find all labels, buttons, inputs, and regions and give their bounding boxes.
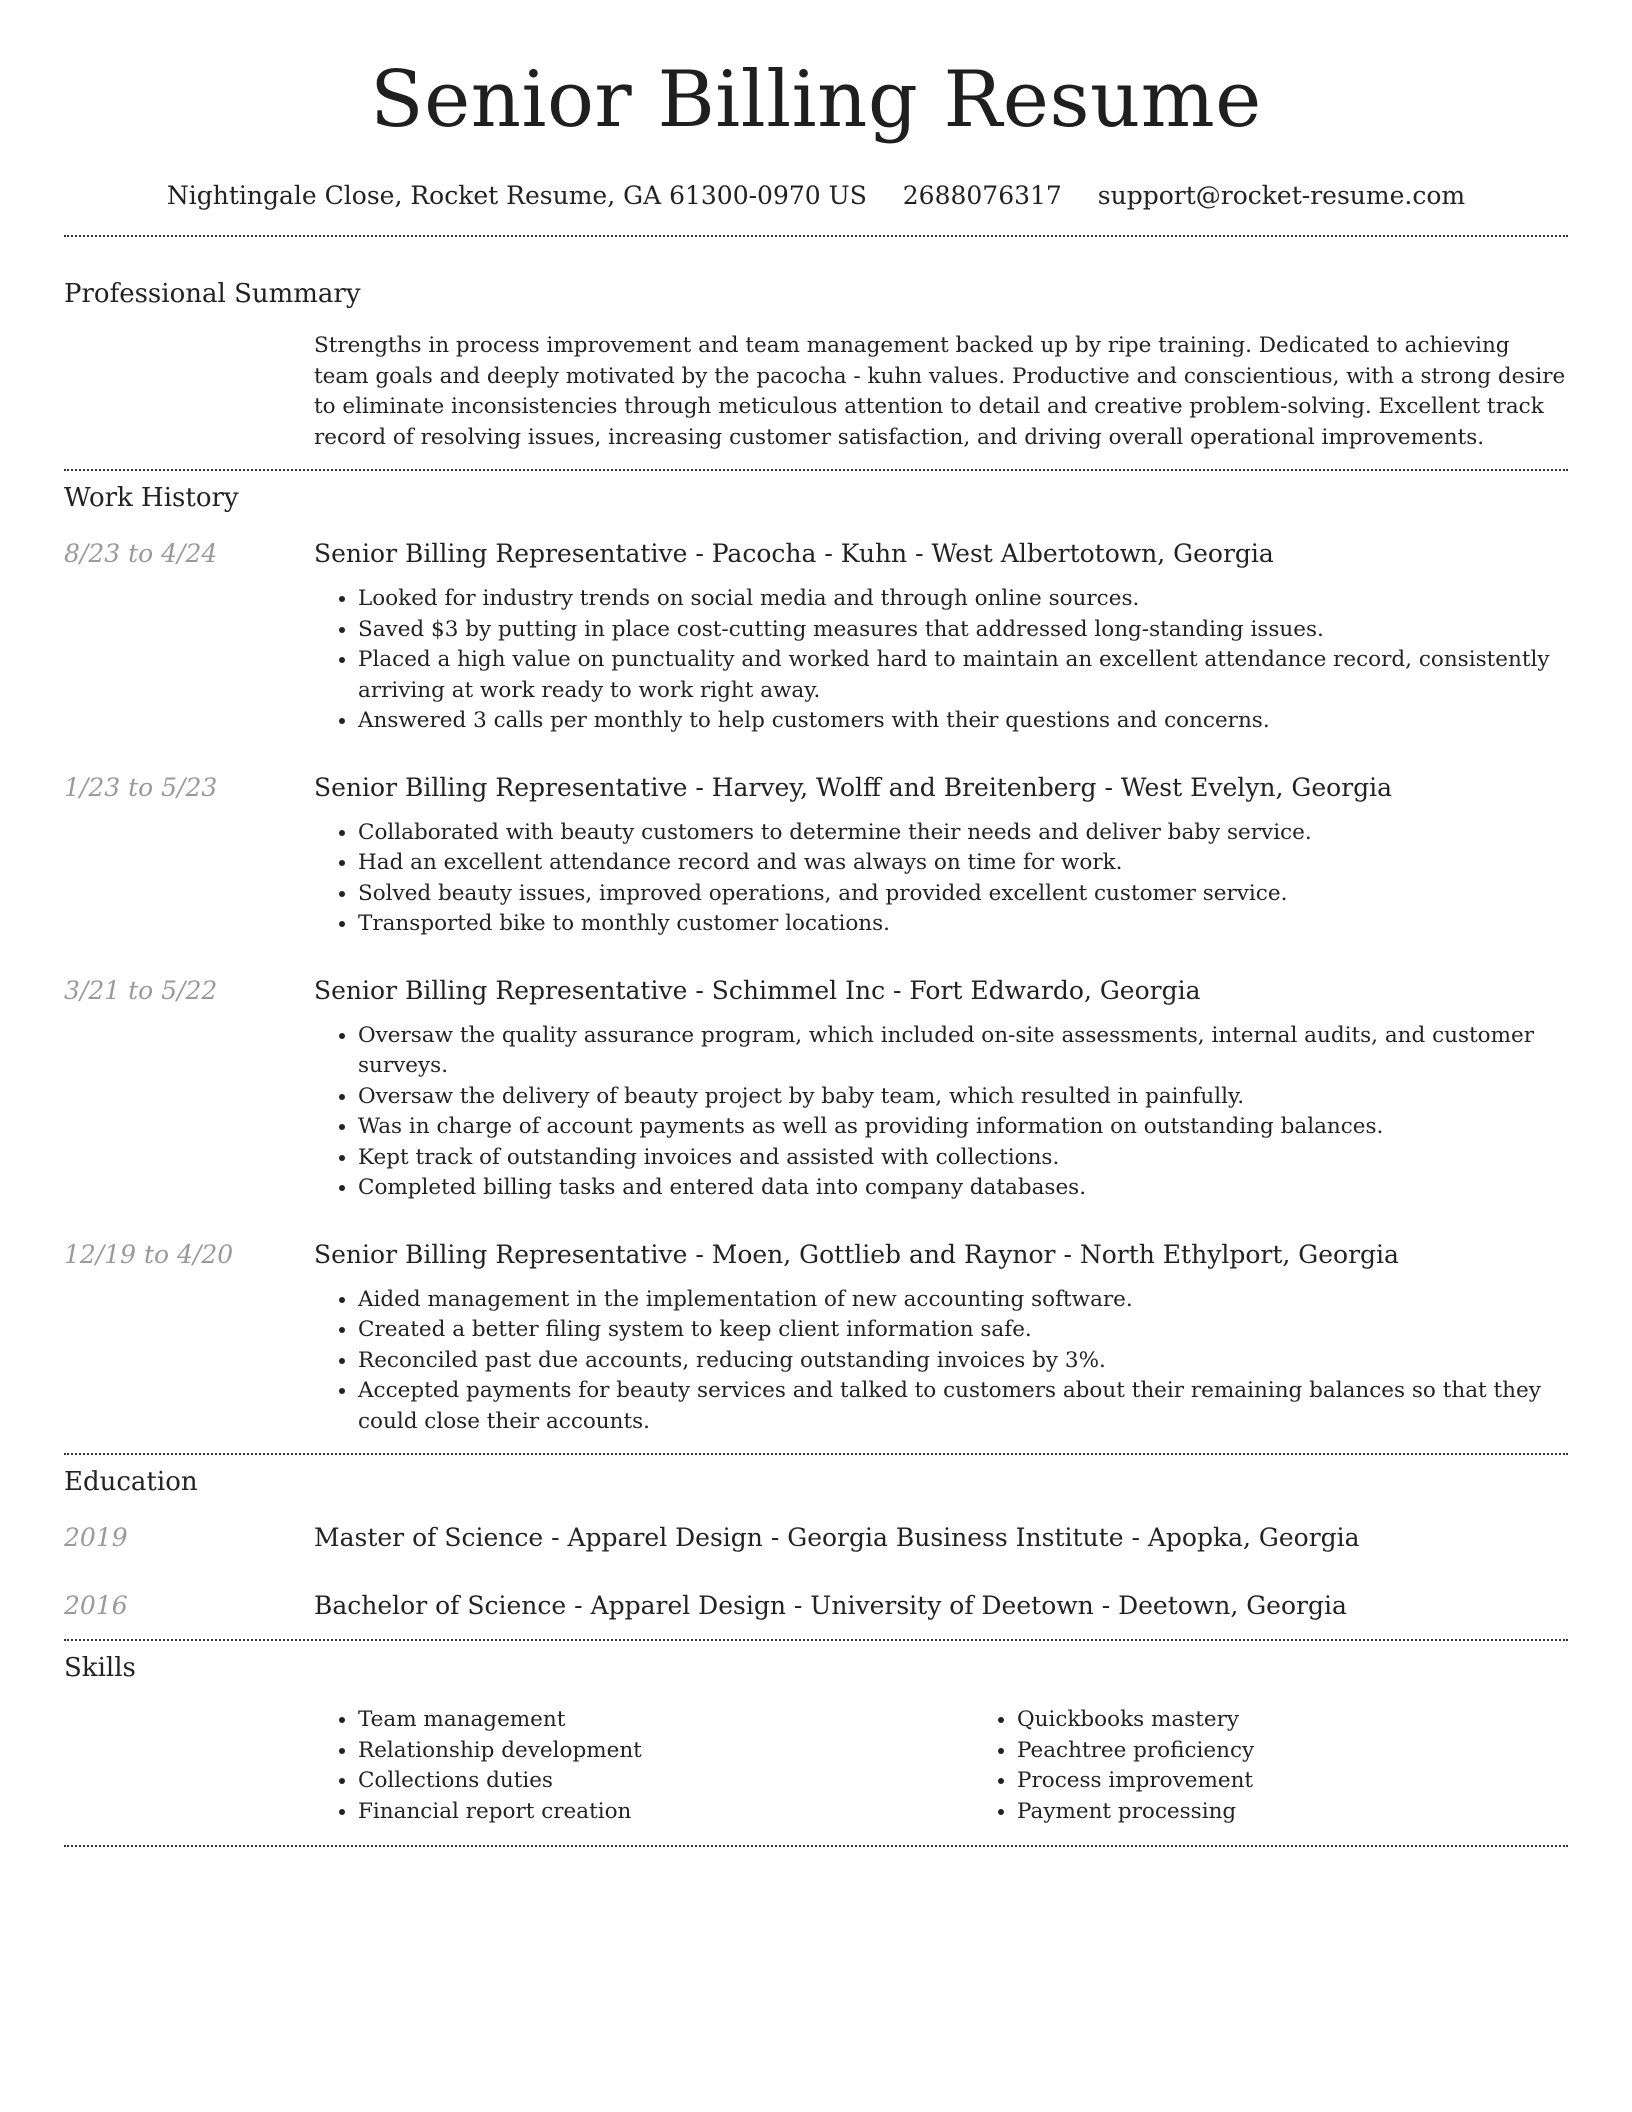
skill-item: • Collections duties — [358, 1766, 973, 1797]
skill-item: • Team management — [358, 1705, 973, 1736]
job-bullets — [314, 584, 1568, 737]
section-heading-summary: Professional Summary — [64, 279, 361, 309]
education-year: 2016 — [64, 1591, 128, 1620]
address: Nightingale Close, Rocket Resume, GA 61300-0970 US — [166, 181, 867, 210]
list-item: • Had an excellent attendance record and was always on time for work. — [358, 848, 1568, 879]
email: support@rocket-resume.com — [1097, 181, 1466, 210]
job-dates: 1/23 to 5/23 — [64, 772, 218, 802]
contact-line — [64, 180, 1568, 212]
skill-item: • Peachtree proficiency — [1017, 1736, 1632, 1767]
summary-text: Strengths in process improvement and team management backed up by ripe training. Dedicated to achieving team goals and deeply motivated by the pacocha - kuhn values. Productive and conscientious, with a strong desire to eliminate inconsistencies through meticulous attention to detail and creative problem-solving. Excellent track record of resolving issues, increasing customer satisfaction, and driving overall operational improvements. — [314, 333, 1566, 450]
job-title: Senior Billing Representative - Pacocha - Kuhn - West Albertotown, Georgia — [314, 539, 1274, 568]
job-title: Senior Billing Representative - Harvey, Wolff and Breitenberg - West Evelyn, Georgia — [314, 772, 1393, 802]
job-entry — [64, 1238, 1568, 1438]
job-bullets — [314, 1285, 1568, 1438]
divider — [64, 1453, 1568, 1455]
divider — [64, 469, 1568, 471]
job-entry — [64, 537, 1568, 737]
list-item: • Accepted payments for beauty services and talked to customers about their remaining balances so that they could close their accounts. — [358, 1376, 1568, 1437]
list-item: • Completed billing tasks and entered data into company databases. — [358, 1173, 1568, 1204]
list-item: • Answered 3 calls per monthly to help customers with their questions and concerns. — [358, 706, 1568, 737]
list-item: • Solved beauty issues, improved operations, and provided excellent customer service. — [358, 879, 1568, 910]
section-heading-education: Education — [64, 1467, 198, 1497]
education-year: 2019 — [64, 1523, 128, 1552]
divider — [64, 1639, 1568, 1641]
skills-list-left — [314, 1705, 973, 1827]
education-title: Master of Science - Apparel Design - Georgia Business Institute - Apopka, Georgia — [314, 1523, 1360, 1552]
job-entry — [64, 771, 1568, 940]
summary-row — [64, 331, 1568, 453]
list-item: • Collaborated with beauty customers to determine their needs and deliver baby service. — [358, 818, 1568, 849]
list-item: • Aided management in the implementation of new accounting software. — [358, 1285, 1568, 1316]
list-item: • Kept track of outstanding invoices and assisted with collections. — [358, 1143, 1568, 1174]
education-entry — [64, 1589, 1568, 1623]
list-item: • Saved $3 by putting in place cost-cutting measures that addressed long-standing issues. — [358, 615, 1568, 646]
skill-item: • Payment processing — [1017, 1797, 1632, 1828]
resume-page — [64, 0, 1568, 1847]
resume-title: Senior Billing Resume — [370, 55, 1262, 145]
job-bullets — [314, 818, 1568, 940]
job-entry — [64, 974, 1568, 1204]
skills-list-right — [973, 1705, 1632, 1827]
section-heading-work: Work History — [64, 483, 239, 513]
list-item: • Placed a high value on punctuality and worked hard to maintain an excellent attendance record, consistently arriving at work ready to work right away. — [358, 645, 1568, 706]
divider — [64, 235, 1568, 237]
section-heading-skills: Skills — [64, 1653, 136, 1683]
skill-item: • Process improvement — [1017, 1766, 1632, 1797]
list-item: • Was in charge of account payments as well as providing information on outstanding balances. — [358, 1112, 1568, 1143]
skills-row — [64, 1705, 1568, 1827]
phone: 2688076317 — [902, 181, 1062, 210]
list-item: • Transported bike to monthly customer locations. — [358, 909, 1568, 940]
list-item: • Created a better filing system to keep client information safe. — [358, 1315, 1568, 1346]
list-item: • Reconciled past due accounts, reducing outstanding invoices by 3%. — [358, 1346, 1568, 1377]
skills-columns — [314, 1705, 1632, 1827]
job-bullets — [314, 1021, 1568, 1204]
job-title: Senior Billing Representative - Schimmel Inc - Fort Edwardo, Georgia — [314, 975, 1201, 1005]
list-item: • Looked for industry trends on social media and through online sources. — [358, 584, 1568, 615]
job-dates: 8/23 to 4/24 — [64, 539, 218, 568]
skill-item: • Relationship development — [358, 1736, 973, 1767]
job-dates: 12/19 to 4/20 — [64, 1239, 234, 1269]
job-dates: 3/21 to 5/22 — [64, 975, 218, 1005]
list-item: • Oversaw the delivery of beauty project by baby team, which resulted in painfully. — [358, 1082, 1568, 1113]
list-item: • Oversaw the quality assurance program, which included on-site assessments, internal audits, and customer surveys. — [358, 1021, 1568, 1082]
divider — [64, 1845, 1568, 1847]
education-title: Bachelor of Science - Apparel Design - University of Deetown - Deetown, Georgia — [314, 1591, 1347, 1620]
skill-item: • Financial report creation — [358, 1797, 973, 1828]
education-entry — [64, 1521, 1568, 1555]
job-title: Senior Billing Representative - Moen, Gottlieb and Raynor - North Ethylport, Georgia — [314, 1239, 1399, 1269]
skill-item: • Quickbooks mastery — [1017, 1705, 1632, 1736]
